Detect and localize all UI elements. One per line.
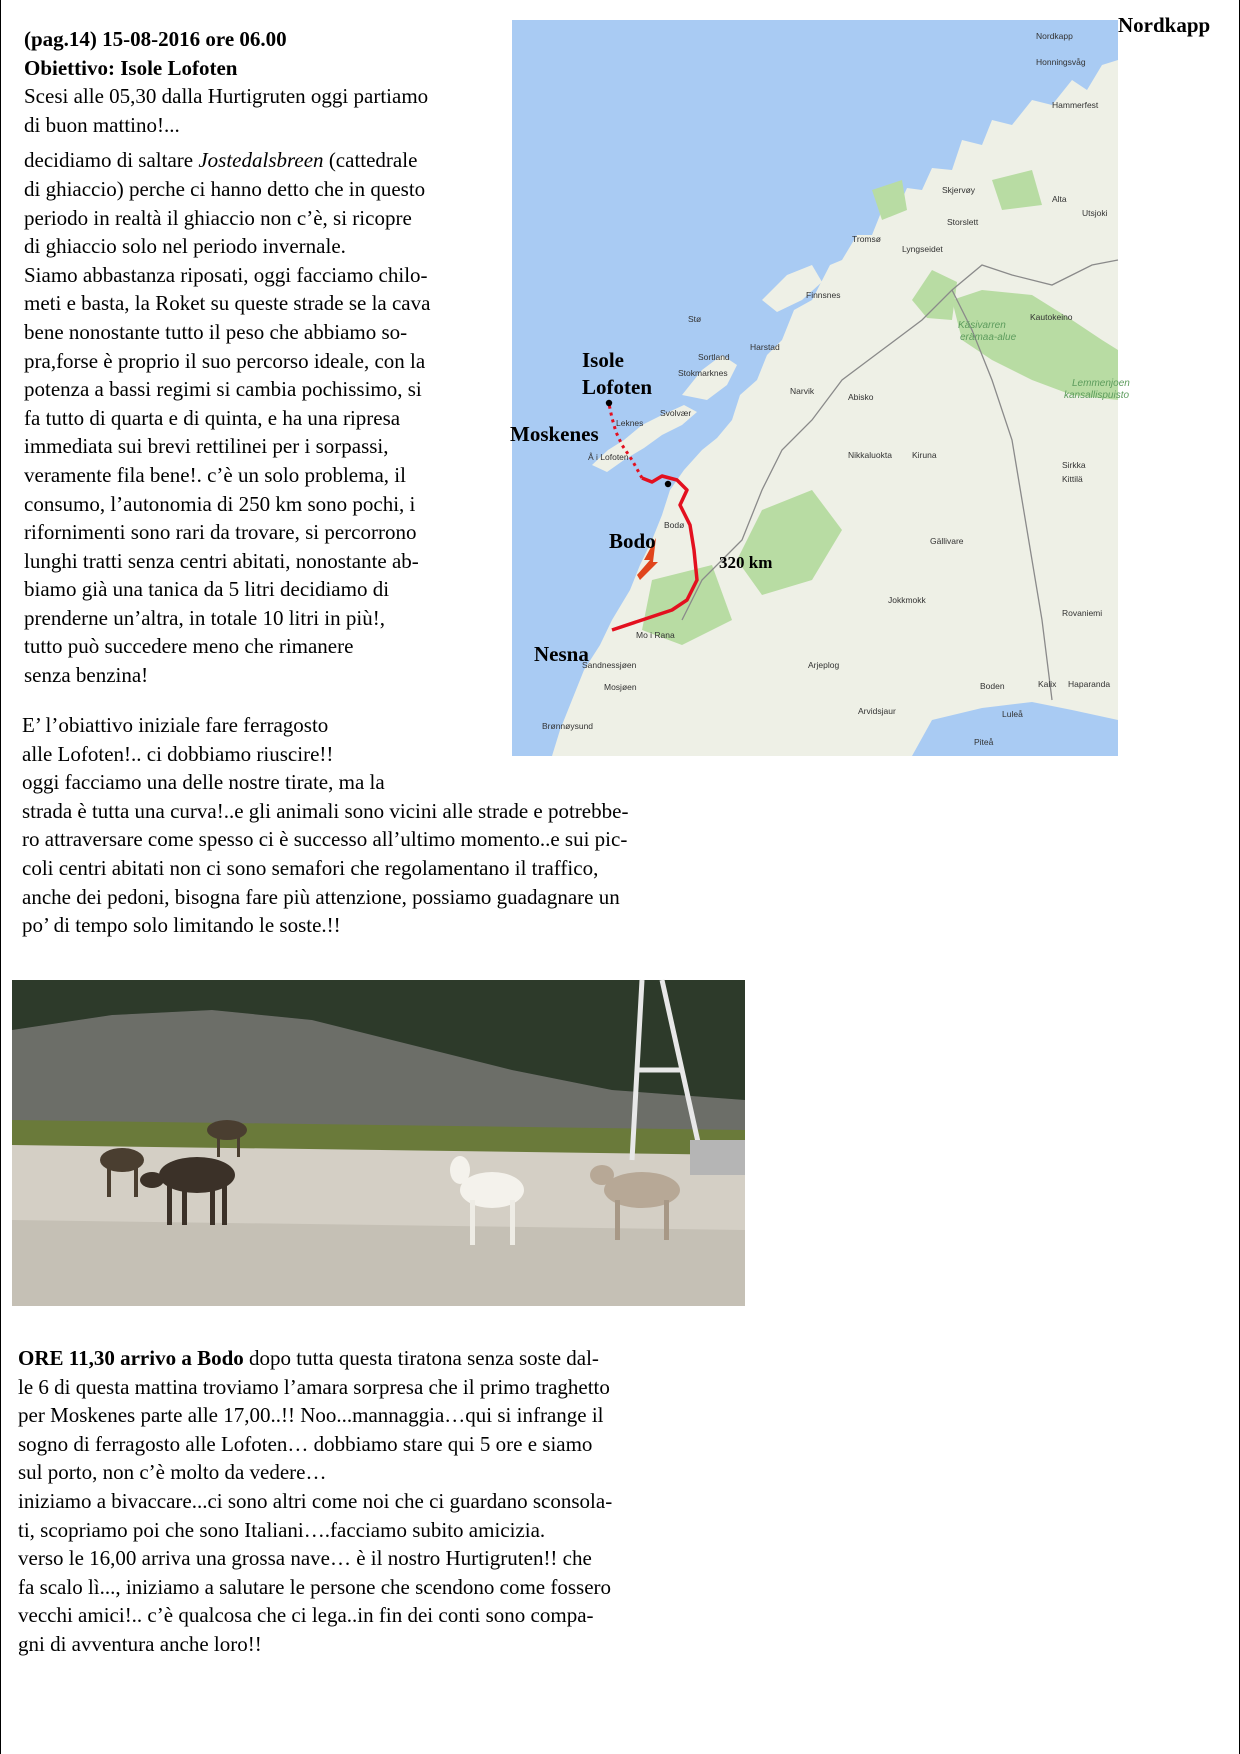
paragraph-line: di ghiaccio solo nel periodo invernale. <box>24 234 346 259</box>
map-town: Gällivare <box>930 536 964 546</box>
paragraph-line: sul porto, non c’è molto da vedere… <box>18 1460 327 1485</box>
map-town: Å i Lofoten <box>588 452 629 462</box>
map-town: Leknes <box>616 418 644 428</box>
paragraph-line: potenza a bassi regimi si cambia pochissimo, si <box>24 377 422 402</box>
map-town: Alta <box>1052 194 1067 204</box>
map-label-isole: Isole <box>582 348 624 372</box>
map-town: Sortland <box>698 352 730 362</box>
map-town: Honningsvåg <box>1036 57 1086 67</box>
map-town: Utsjoki <box>1082 208 1108 218</box>
paragraph-line: di ghiaccio) perche ci hanno detto che in questo <box>24 176 426 201</box>
paragraph-line: lunghi tratti senza centri abitati, nonostante ab- <box>24 548 419 573</box>
intro-column <box>24 25 430 690</box>
paragraph-line: po’ di tempo solo limitando le soste.!! <box>22 913 341 938</box>
map-town: Abisko <box>848 392 874 402</box>
glacier-name: Jostedalsbreen <box>198 148 324 173</box>
paragraph-line: periodo in realtà il ghiaccio non c’è, si ricopre <box>24 205 412 230</box>
paragraph-line: decidiamo di saltare Jostedalsbreen (cattedrale <box>24 148 418 173</box>
objective-line: Obiettivo: Isole Lofoten <box>24 55 238 80</box>
map-region: kansallispuisto <box>1064 390 1130 401</box>
paragraph-line: per Moskenes parte alle 17,00..!! Noo...mannaggia…qui si infrange il <box>18 1403 604 1428</box>
map-label-distance: 320 km <box>719 553 773 572</box>
map-town: Tromsø <box>852 234 881 244</box>
map-town: Boden <box>980 681 1005 691</box>
paragraph-line: strada è tutta una curva!..e gli animali sono vicini alle strade e potrebbe- <box>22 798 629 823</box>
map-region: Käsivarren <box>958 320 1006 331</box>
intro-line: di buon mattino!... <box>24 112 180 137</box>
paragraph-line: ORE 11,30 arrivo a Bodo dopo tutta questa tiratona senza soste dal- <box>18 1346 599 1370</box>
paragraph-line: oggi facciamo una delle nostre tirate, ma la <box>22 770 385 795</box>
map-town: Stø <box>688 314 702 324</box>
paragraph-line: le 6 di questa mattina troviamo l’amara sorpresa che il primo traghetto <box>18 1374 610 1399</box>
paragraph-line: immediata sui brevi rettilinei per i sorpassi, <box>24 434 389 459</box>
map-town: Mo i Rana <box>636 630 675 640</box>
paragraph-line: gni di avventura anche loro!! <box>18 1631 262 1656</box>
map-town: Narvik <box>790 386 815 396</box>
map-label-nordkapp: Nordkapp <box>1118 13 1211 37</box>
bodo-dot <box>665 481 671 487</box>
paragraph-line: alle Lofoten!.. ci dobbiamo riuscire!! <box>22 741 334 766</box>
paragraph-line: pra,forse è proprio il suo percorso ideale, con la <box>24 348 426 373</box>
paragraph-line: vecchi amici!.. c’è qualcosa che ci lega..in fin dei conti sono compa- <box>18 1603 594 1628</box>
map-region: erämaa-alue <box>960 332 1017 343</box>
map-town: Stokmarknes <box>678 368 728 378</box>
map-town: Kittilä <box>1062 474 1083 484</box>
map-label-lofoten: Lofoten <box>582 375 652 399</box>
map-town: Harstad <box>750 342 780 352</box>
map-region: Lemmenjoen <box>1072 378 1130 389</box>
map-label-moskenes: Moskenes <box>510 422 599 446</box>
map-town: Haparanda <box>1068 679 1111 689</box>
paragraph-line: ro attraversare come spesso ci è successo all’ultimo momento..e sui pic- <box>22 827 628 852</box>
paragraph-line: bene nonostante tutto il peso che abbiamo so- <box>24 319 408 344</box>
paragraph-line: coli centri abitati non ci sono semafori che regolamentano il traffico, <box>22 855 599 880</box>
paragraph-line: rifornimenti sono rari da trovare, si percorrono <box>24 520 417 545</box>
map-town: Kiruna <box>912 450 937 460</box>
map-town: Nikkaluokta <box>848 450 892 460</box>
map-town: Piteå <box>974 737 994 747</box>
map-town: Brønnøysund <box>542 721 594 731</box>
map-label-nesna: Nesna <box>534 642 589 666</box>
paragraph-line: meti e basta, la Roket su queste strade se la cava <box>24 291 431 316</box>
map-town: Mosjøen <box>604 682 637 692</box>
map-town: Hammerfest <box>1052 100 1099 110</box>
paragraph-line: iniziamo a bivaccare...ci sono altri come noi che ci guardano sconsola- <box>18 1488 613 1513</box>
map-label-bodo: Bodo <box>609 529 656 553</box>
map-town: Sirkka <box>1062 460 1086 470</box>
map-town: Bodø <box>664 520 685 530</box>
paragraph-line: fa scalo lì..., iniziamo a salutare le persone che scendono come fossero <box>18 1574 612 1599</box>
paragraph-line: prenderne un’altra, in totale 10 litri in più!, <box>24 605 385 630</box>
map-town: Luleå <box>1002 709 1023 719</box>
map-town: Arjeplog <box>808 660 840 670</box>
paragraph-line: sogno di ferragosto alle Lofoten… dobbiamo stare qui 5 ore e siamo <box>18 1431 593 1456</box>
map-town: Lyngseidet <box>902 244 943 254</box>
paragraph-line: biamo già una tanica da 5 litri decidiamo di <box>24 577 390 602</box>
map-town: Jokkmokk <box>888 595 926 605</box>
paragraph-line: tutto può succedere meno che rimanere <box>24 634 354 659</box>
photo-shadow <box>12 1220 745 1306</box>
bodo-paragraph <box>18 1344 612 1659</box>
page-date-line: (pag.14) 15-08-2016 ore 06.00 <box>24 27 287 51</box>
map-town: Sandnessjøen <box>582 660 637 670</box>
moskenes-dot <box>606 400 612 406</box>
map-town: Kalix <box>1038 679 1057 689</box>
map-town: Finnsnes <box>806 290 841 300</box>
map-town: Rovaniemi <box>1062 608 1103 618</box>
paragraph-line: senza benzina! <box>24 663 149 688</box>
paragraph-line: veramente fila bene!. c’è un solo problema, il <box>24 462 406 487</box>
map-town: Skjervøy <box>942 185 976 195</box>
page-border-left <box>0 0 1 1754</box>
map-town: Kautokeino <box>1030 312 1073 322</box>
map-town: Arvidsjaur <box>858 706 896 716</box>
photo-block <box>690 1140 745 1175</box>
paragraph-line: verso le 16,00 arriva una grossa nave… è il nostro Hurtigruten!! che <box>18 1546 592 1571</box>
paragraph-line: fa tutto di quarta e di quinta, e ha una ripresa <box>24 405 401 430</box>
paragraph-line: consumo, l’autonomia di 250 km sono pochi, i <box>24 491 416 516</box>
intro-line: Scesi alle 05,30 dalla Hurtigruten oggi partiamo <box>24 84 429 109</box>
paragraph-line: anche dei pedoni, bisogna fare più attenzione, possiamo guadagnare un <box>22 884 620 909</box>
map-town: Svolvær <box>660 408 692 418</box>
paragraph-line: E’ l’obiattivo iniziale fare ferragosto <box>22 713 329 737</box>
paragraph-line: Siamo abbastanza riposati, oggi facciamo chilo- <box>24 262 428 287</box>
reindeer-photo <box>12 980 745 1306</box>
arrival-time: ORE 11,30 arrivo a Bodo <box>18 1346 244 1370</box>
map-town: Nordkapp <box>1036 31 1073 41</box>
map-town: Storslett <box>947 217 979 227</box>
paragraph-line: ti, scopriamo poi che sono Italiani….facciamo subito amicizia. <box>18 1517 546 1542</box>
